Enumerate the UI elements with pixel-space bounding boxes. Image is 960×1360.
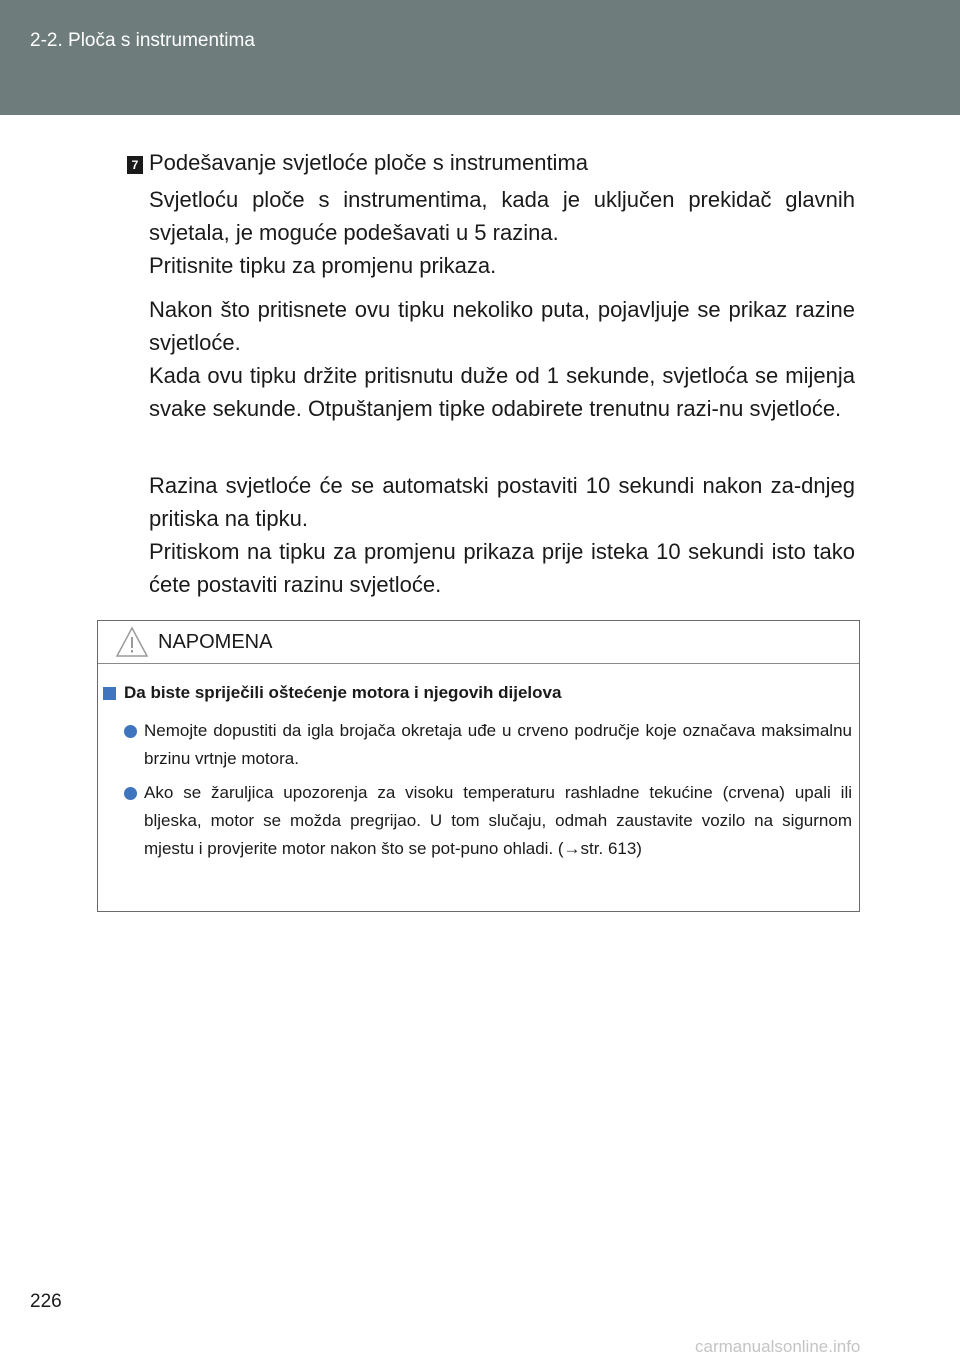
page-number: 226 xyxy=(30,1291,62,1312)
paragraph: Nakon što pritisnete ovu tipku nekoliko puta, pojavljuje se prikaz razine svjetloće. Kada ovu tipku držite pritisnutu duže od 1 sekunde, svjetloća se mijenja svake sekunde. Otpuštanjem tipke odabirete trenutnu razi-nu svjetloće. xyxy=(149,297,855,421)
notice-header xyxy=(98,621,859,664)
notice-bullet: Nemojte dopustiti da igla brojača okretaja uđe u crveno područje koje označava maksimalnu brzinu vrtnje motora. xyxy=(144,721,852,768)
item-title: Podešavanje svjetloće ploče s instrumentima xyxy=(149,150,589,175)
paragraph: Svjetloću ploče s instrumentima, kada je uključen prekidač glavnih svjetala, je moguće podešavati u 5 razina. Pritisnite tipku za promjenu prikaza. xyxy=(149,187,855,278)
notice-title: NAPOMENA xyxy=(158,631,273,653)
item-number-marker: 7 xyxy=(127,156,143,174)
notice-subtitle: Da biste spriječili oštećenje motora i njegovih dijelova xyxy=(124,683,562,702)
notice-bullet: Ako se žaruljica upozorenja za visoku temperaturu rashladne tekućine (crvena) upali ili bljeska, motor se možda pregrijao. U tom slučaju, odmah zaustavite vozilo na sigurnom mjestu i provjerite motor nakon što se pot-puno ohladi. (→str. 613) xyxy=(144,783,852,858)
page-header xyxy=(0,0,960,115)
notice-box xyxy=(97,620,860,912)
circle-bullet-icon xyxy=(124,787,137,800)
warning-triangle-icon xyxy=(115,626,149,658)
paragraph: Razina svjetloće će se automatski postaviti 10 sekundi nakon za-dnjeg pritiska na tipku. Pritiskom na tipku za promjenu prikaza prije isteka 10 sekundi isto tako ćete postaviti razinu svjetloće. xyxy=(149,473,855,597)
watermark: carmanualsonline.info xyxy=(695,1337,861,1356)
square-bullet-icon xyxy=(103,687,116,700)
section-heading: 2-2. Ploča s instrumentima xyxy=(30,30,255,51)
circle-bullet-icon xyxy=(124,725,137,738)
